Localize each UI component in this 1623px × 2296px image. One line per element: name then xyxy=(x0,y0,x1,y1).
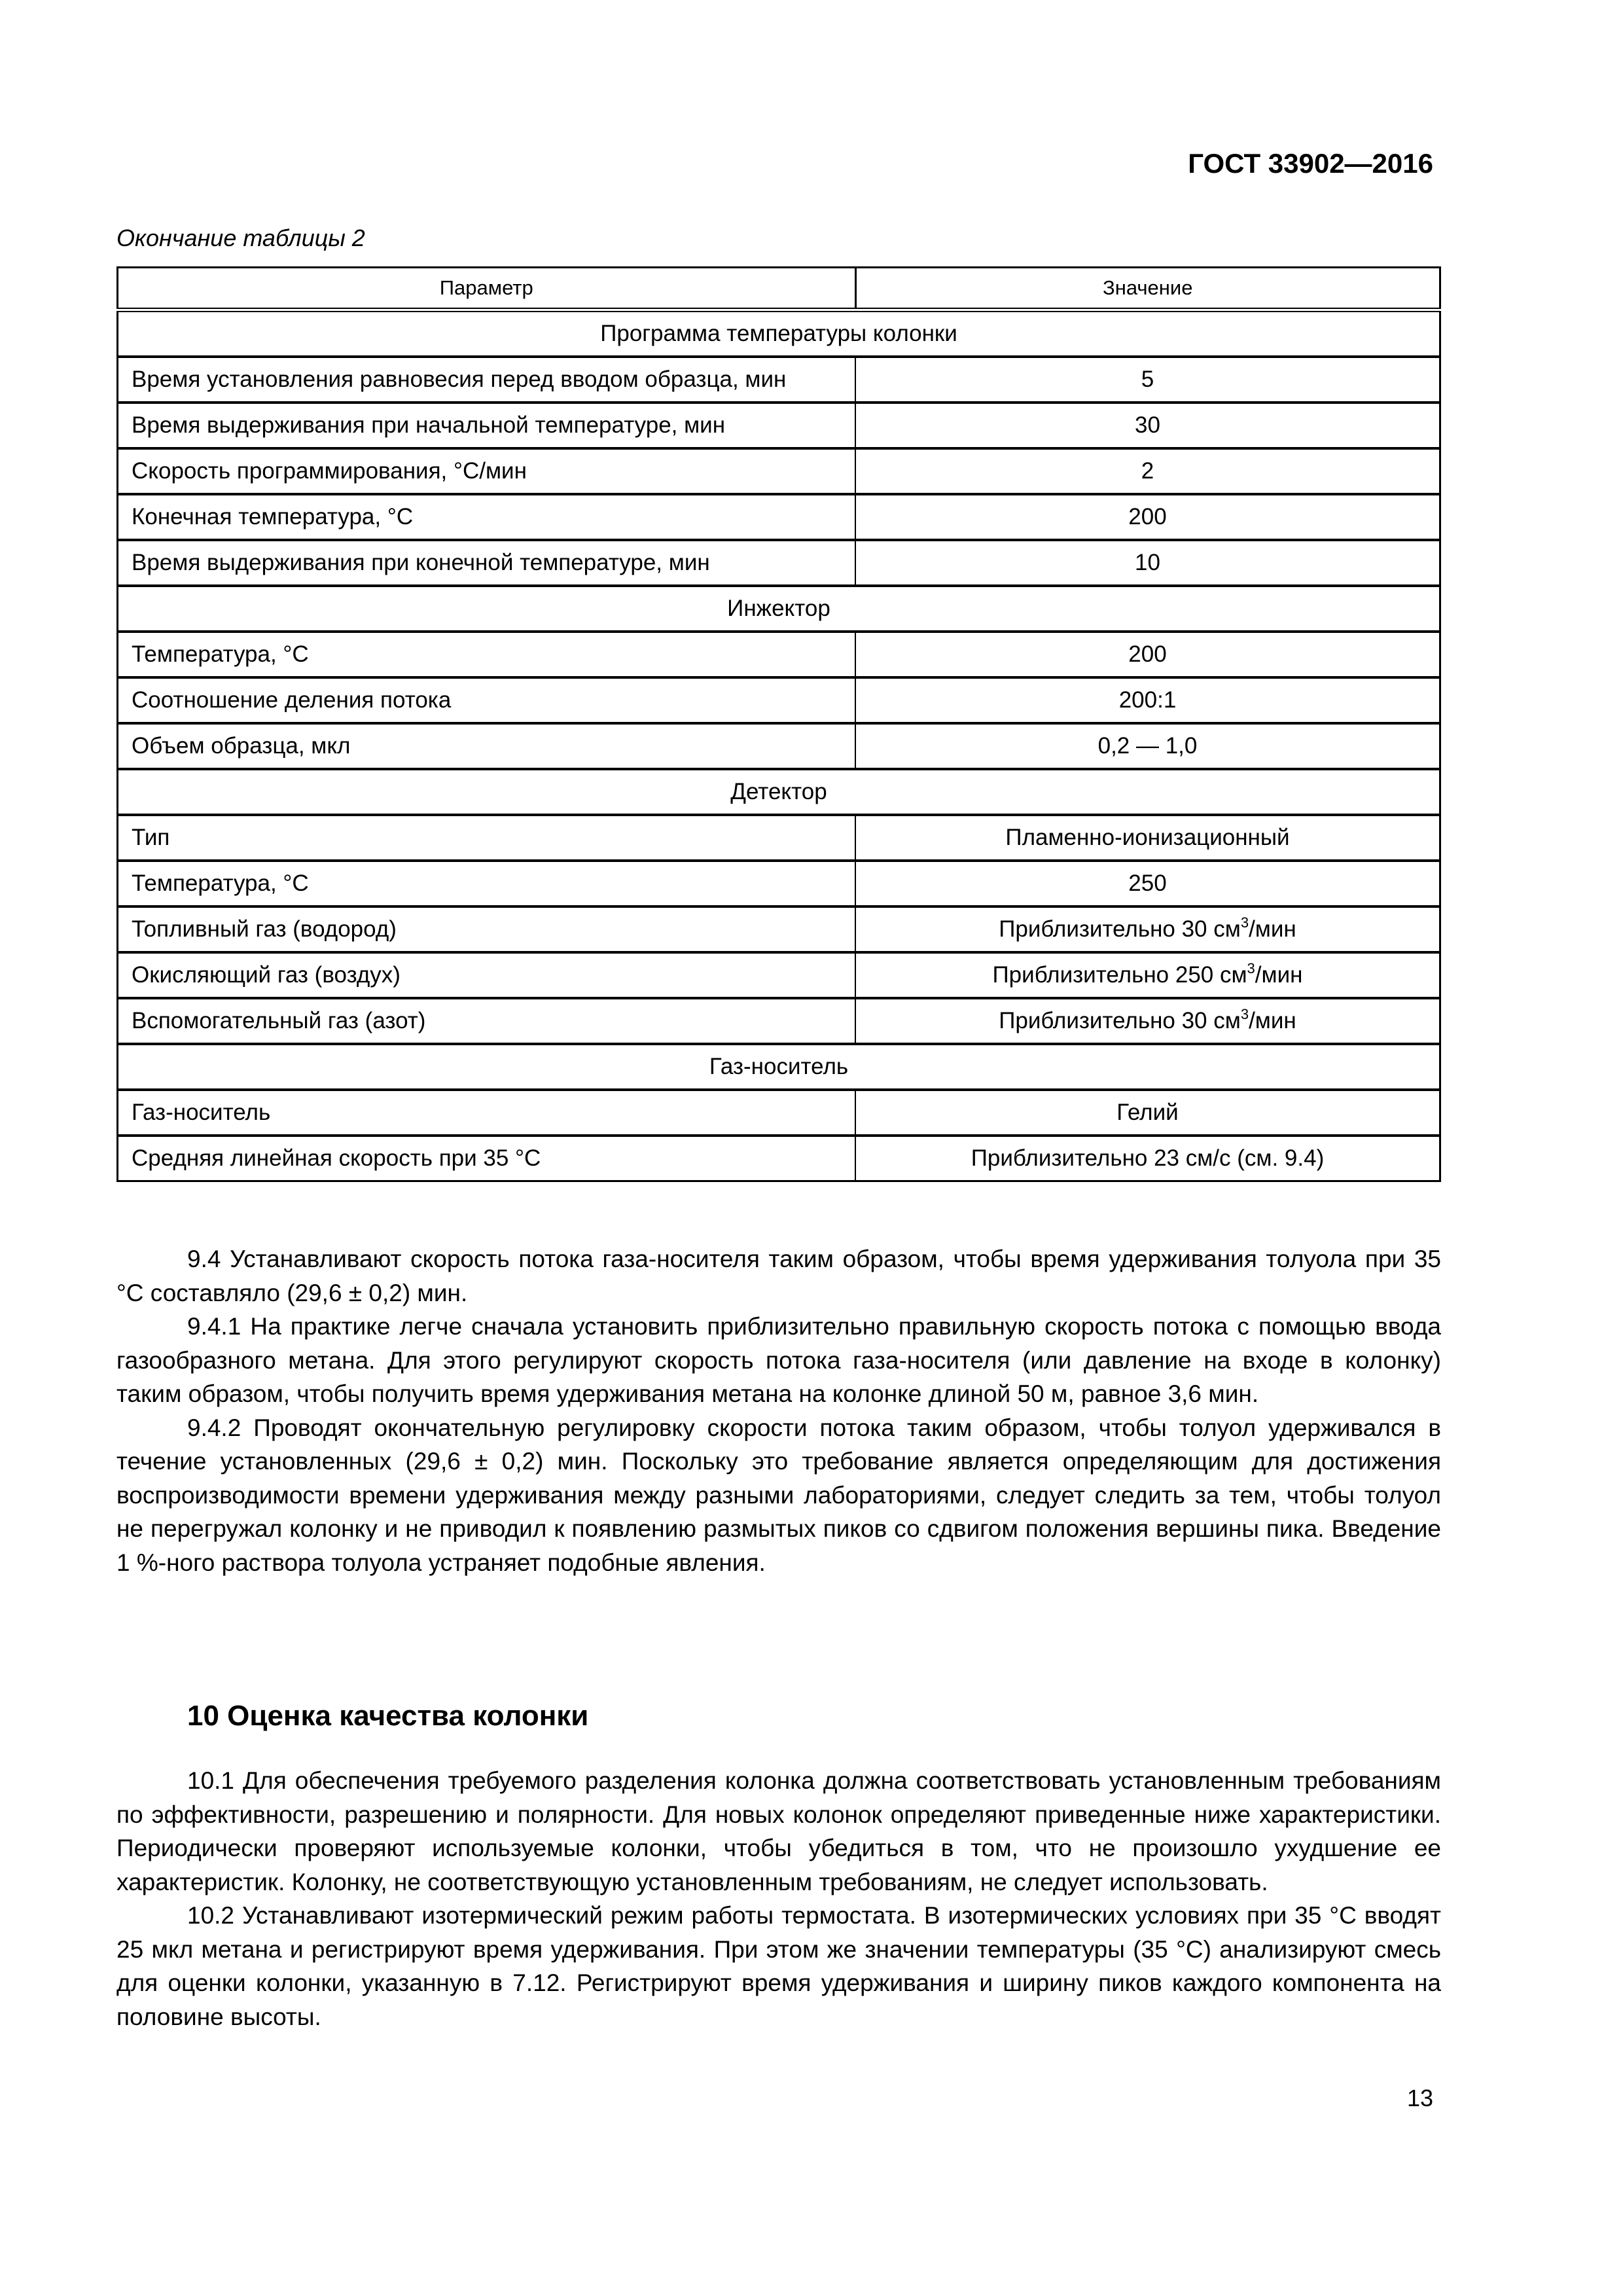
superscript: 3 xyxy=(1240,914,1249,931)
table-row xyxy=(118,540,1440,586)
table-row xyxy=(118,403,1440,448)
value-cell: 200 xyxy=(855,494,1440,540)
value-text: Приблизительно 250 см xyxy=(992,962,1247,988)
value-unit: /мин xyxy=(1255,962,1303,988)
param-cell: Температура, °С xyxy=(118,861,856,906)
param-cell: Время установления равновесия перед вводом образца, мин xyxy=(118,357,856,403)
column-header-value: Значение xyxy=(855,268,1440,310)
param-cell: Объем образца, мкл xyxy=(118,723,856,769)
table-row xyxy=(118,632,1440,677)
param-cell: Время выдерживания при конечной температуре, мин xyxy=(118,540,856,586)
table-row xyxy=(118,723,1440,769)
table-row xyxy=(118,815,1440,861)
value-unit: /мин xyxy=(1249,916,1296,942)
group-title-injector: Инжектор xyxy=(118,586,1440,632)
group-header-row xyxy=(118,769,1440,815)
parameters-table xyxy=(116,266,1441,1182)
param-cell: Соотношение деления потока xyxy=(118,677,856,723)
param-cell: Конечная температура, °С xyxy=(118,494,856,540)
table-row xyxy=(118,448,1440,494)
group-header-row xyxy=(118,586,1440,632)
value-cell: 200 xyxy=(855,632,1440,677)
value-cell: 2 xyxy=(855,448,1440,494)
value-cell: 250 xyxy=(855,861,1440,906)
value-cell xyxy=(855,906,1440,952)
param-cell: Топливный газ (водород) xyxy=(118,906,856,952)
param-cell: Время выдерживания при начальной температуре, мин xyxy=(118,403,856,448)
superscript: 3 xyxy=(1247,960,1255,977)
table-row xyxy=(118,998,1440,1044)
value-text: Приблизительно 30 см xyxy=(999,1008,1241,1033)
value-cell: 5 xyxy=(855,357,1440,403)
section-10-heading: 10 Оценка качества колонки xyxy=(187,1700,589,1732)
param-cell: Окисляющий газ (воздух) xyxy=(118,952,856,998)
value-cell: 10 xyxy=(855,540,1440,586)
param-cell: Газ-носитель xyxy=(118,1090,856,1136)
table-row xyxy=(118,861,1440,906)
value-cell xyxy=(855,998,1440,1044)
superscript: 3 xyxy=(1240,1006,1249,1022)
group-header-row xyxy=(118,310,1440,357)
value-text: Приблизительно 30 см xyxy=(999,916,1241,942)
table-row xyxy=(118,357,1440,403)
value-cell: 30 xyxy=(855,403,1440,448)
value-cell: Пламенно-ионизационный xyxy=(855,815,1440,861)
param-cell: Скорость программирования, °С/мин xyxy=(118,448,856,494)
section-10-text xyxy=(116,1764,1441,2034)
group-header-row xyxy=(118,1044,1440,1090)
param-cell: Вспомогательный газ (азот) xyxy=(118,998,856,1044)
group-title-column-temperature: Программа температуры колонки xyxy=(118,310,1440,357)
param-cell: Средняя линейная скорость при 35 °С xyxy=(118,1136,856,1181)
param-cell: Температура, °С xyxy=(118,632,856,677)
table-row xyxy=(118,494,1440,540)
value-cell xyxy=(855,952,1440,998)
table-row xyxy=(118,1136,1440,1181)
column-header-parameter: Параметр xyxy=(118,268,856,310)
value-cell: Гелий xyxy=(855,1090,1440,1136)
paragraph-9-4: 9.4 Устанавливают скорость потока газа-носителя таким образом, чтобы время удерживания толуола при 35 °С составляло (29,6 ± 0,2) мин. xyxy=(116,1246,1441,1306)
table-header-row xyxy=(118,268,1440,310)
paragraph-10-2: 10.2 Устанавливают изотермический режим работы термостата. В изотермических условиях при 35 °С вводят 25 мкл метана и регистрируют время удерживания. При этом же значении температуры (35 °С) анализируют смесь для оценки колонки, указанную в 7.12. Регистрируют время удерживания и ширину пиков каждого компонента на половине высоты. xyxy=(116,1902,1441,2030)
paragraph-10-1: 10.1 Для обеспечения требуемого разделения колонка должна соответствовать установленным требованиям по эффективности, разрешению и полярности. Для новых колонок определяют приведенные ниже характеристики. Периодически проверяют используемые колонки, чтобы убедиться в том, что не произошло ухудшение ее характеристик. Колонку, не соответствующую установленным требованиям, не следует использовать. xyxy=(116,1767,1441,1895)
param-cell: Тип xyxy=(118,815,856,861)
value-unit: /мин xyxy=(1249,1008,1296,1033)
value-cell: 0,2 — 1,0 xyxy=(855,723,1440,769)
group-title-detector: Детектор xyxy=(118,769,1440,815)
table-row xyxy=(118,677,1440,723)
group-title-carrier-gas: Газ-носитель xyxy=(118,1044,1440,1090)
section-9-text xyxy=(116,1242,1441,1579)
table-row xyxy=(118,906,1440,952)
paragraph-9-4-1: 9.4.1 На практике легче сначала установить приблизительно правильную скорость потока с помощью ввода газообразного метана. Для этого регулируют скорость потока газа-носителя (или давление на входе в колонку) таким образом, чтобы получить время удерживания метана на колонке длиной 50 м, равное 3,6 мин. xyxy=(116,1313,1441,1407)
page-number: 13 xyxy=(1406,2085,1433,2111)
table-row xyxy=(118,952,1440,998)
table-row xyxy=(118,1090,1440,1136)
paragraph-9-4-2: 9.4.2 Проводят окончательную регулировку скорости потока таким образом, чтобы толуол удерживался в течение установленных (29,6 ± 0,2) мин. Поскольку это требование является определяющим для достижения воспроизводимости времени удерживания между разными лабораториями, следует следить за тем, чтобы толуол не перегружал колонку и не приводил к появлению размытых пиков со сдвигом положения вершины пика. Введение 1 %-ного раствора толуола устраняет подобные явления. xyxy=(116,1414,1441,1576)
value-cell: 200:1 xyxy=(855,677,1440,723)
document-id-header: ГОСТ 33902—2016 xyxy=(1188,148,1433,179)
value-cell: Приблизительно 23 см/с (см. 9.4) xyxy=(855,1136,1440,1181)
table-caption: Окончание таблицы 2 xyxy=(116,224,365,251)
